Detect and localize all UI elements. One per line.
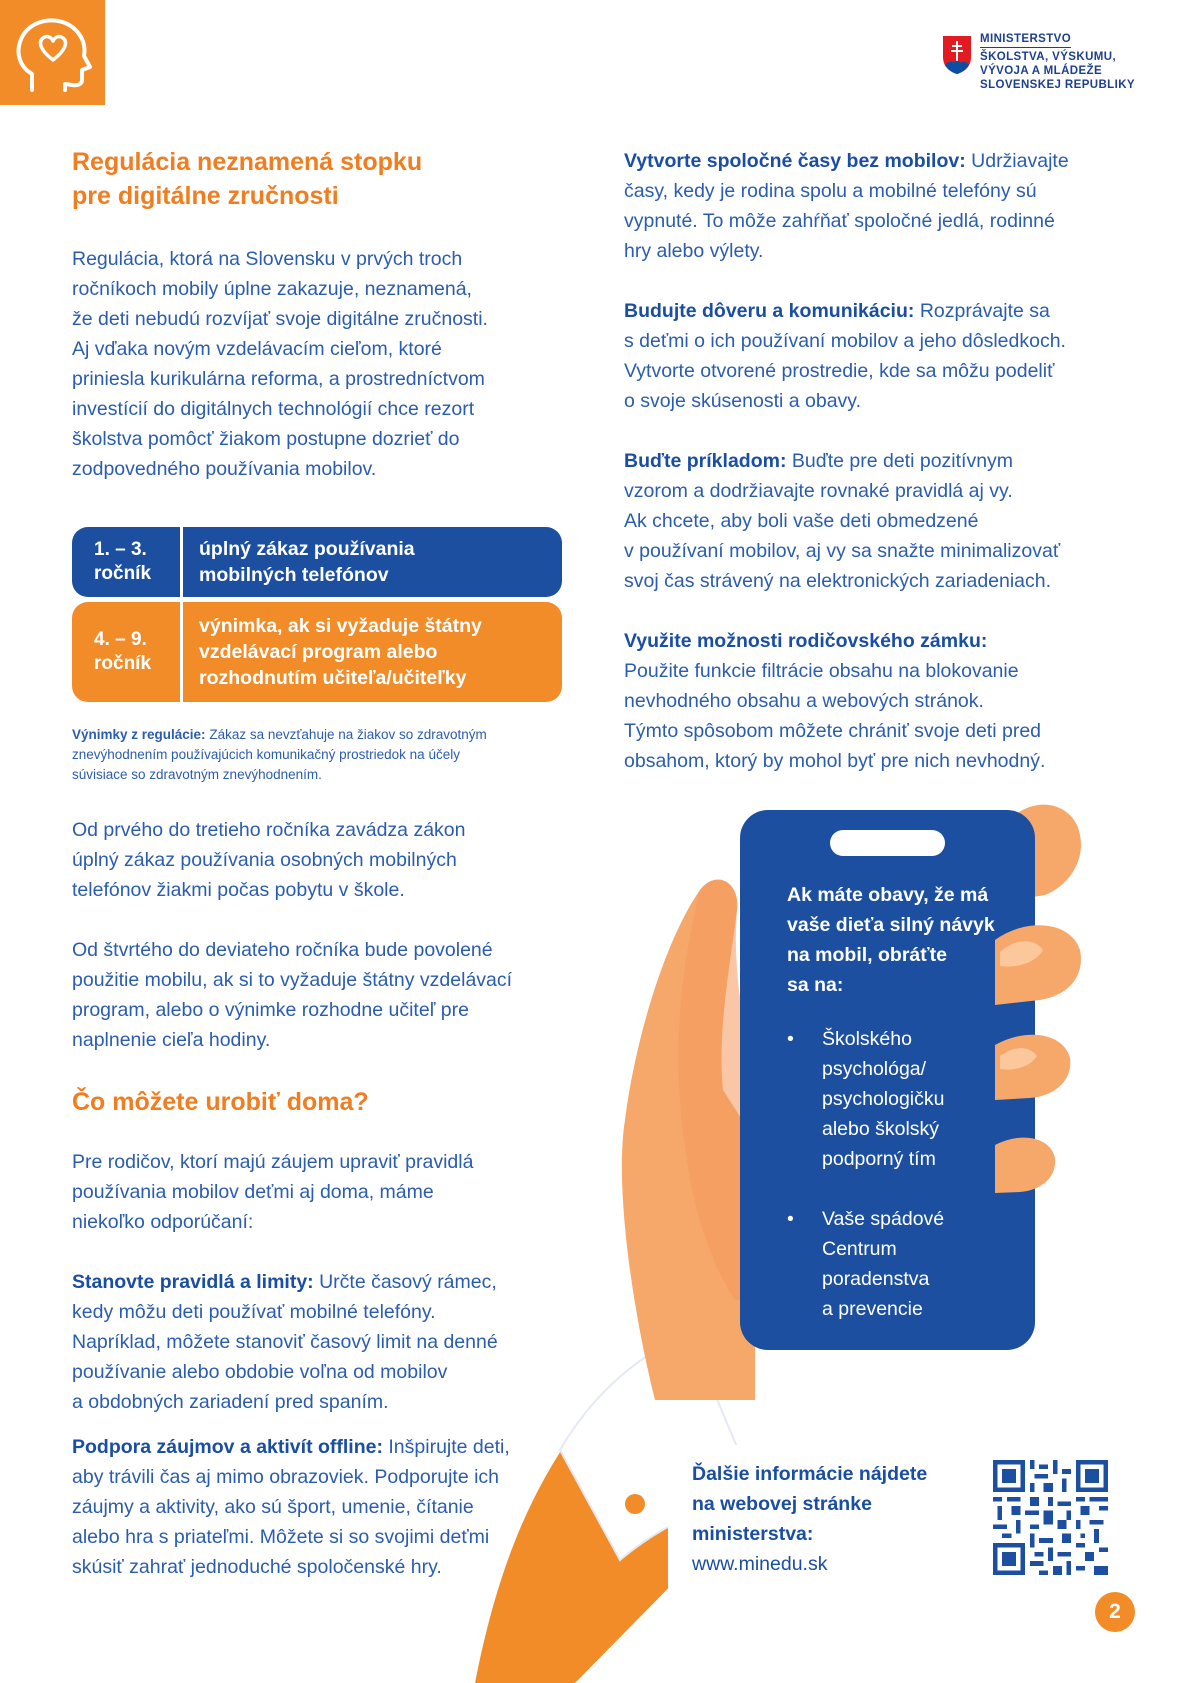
paragraph-grades-1-3: Od prvého do tretieho ročníka zavádza zákon úplný zákaz používania osobných mobilných telefónov žiakmi počas pobytu v škole. — [72, 819, 466, 901]
regulation-row-grades-1-3 — [72, 527, 562, 597]
tip-family-time: Vytvorte spoločné časy bez mobilov: Udržiavajte časy, kedy je rodina spolu a mobilné telefóny sú vypnuté. To môže zahŕňať spoločné jedlá, rodinné hry alebo výlety. — [624, 150, 1069, 262]
tip-offline-activities: Podpora záujmov a aktivít offline: Inšpirujte deti, aby trávili čas aj mimo obrazoviek. Podporujte ich záujmy a aktivity, ako sú šport, umenie, čítanie alebo hra s priateľmi. Môžete si so svojimi deťmi skúsiť zahrať jednoduché spoločenské hry. — [72, 1436, 510, 1578]
phone-intro: Ak máte obavy, že má vaše dieťa silný návyk na mobil, obráťte sa na: — [787, 884, 995, 996]
exceptions-note: Výnimky z regulácie: Zákaz sa nevzťahuje na žiakov so zdravotným znevýhodnením používajúcich komunikačný prostriedok na účely súvisiace so zdravotným znevýhodnením. — [72, 727, 487, 782]
more-info-text: Ďalšie informácie nájdete na webovej stránke ministerstva: www.minedu.sk — [692, 1463, 928, 1575]
ministry-logo — [942, 32, 1162, 102]
paragraph-parents: Pre rodičov, ktorí majú záujem upraviť pravidlá používania mobilov deťmi aj doma, máme niekoľko odporúčaní: — [72, 1151, 474, 1233]
head-heart-logo — [0, 0, 105, 105]
tip-parental-lock: Využite možnosti rodičovského zámku: Použite funkcie filtrácie obsahu na blokovanie nevhodného obsahu a webových stránok. Týmto spôsobom môžete chrániť svoje deti pred obsahom, ktorý by mohol byť pre nich nevhodný. — [624, 630, 1046, 772]
regulation-row-grades-4-9 — [72, 602, 562, 702]
ministry-website-link[interactable]: www.minedu.sk — [692, 1553, 828, 1575]
contact-list — [787, 1024, 1027, 1324]
tip-be-example: Buďte príkladom: Buďte pre deti pozitívnym vzorom a dodržiavajte rovnaké pravidlá aj vy. Ak chcete, aby boli vaše deti obmedzené v používaní mobilov, aj vy sa snažte minimalizovať svoj čas strávený na elektronických zariadeniach. — [624, 450, 1061, 592]
phone-screen-text — [787, 880, 1027, 1354]
list-item: • Vaše spádové Centrum poradenstva a prevencie — [822, 1204, 1027, 1324]
tip-rules-limits: Stanovte pravidlá a limity: Určte časový rámec, kedy môžu deti používať mobilné telefóny. Napríklad, môžete stanoviť časový limit na denné používanie alebo obdobie voľna od mobilov a obdobných zariadení pred spaním. — [72, 1271, 498, 1413]
rule-cell: úplný zákaz používania mobilných telefónov — [199, 538, 415, 586]
cuff-button — [625, 1494, 645, 1514]
grade-cell: 1. – 3. ročník — [94, 539, 152, 584]
ministry-name: MINISTERSTVO ŠKOLSTVA, VÝSKUMU, VÝVOJA A MLÁDEŽE SLOVENSKEJ REPUBLIKY — [980, 33, 1135, 91]
grade-cell: 4. – 9. ročník — [94, 629, 152, 674]
list-item: • Školského psychológa/ psychologičku alebo školský podporný tím — [822, 1024, 1027, 1174]
intro-paragraph: Regulácia, ktorá na Slovensku v prvých troch ročníkoch mobily úplne zakazuje, neznamená, že deti nebudú rozvíjať svoje digitálne zručnosti. Aj vďaka novým vzdelávacím cieľom, ktoré priniesla kurikulárna reforma, a prostredníctvom investícií do digitálnych technológií chce rezort školstva pomôcť žiakom postupne dozrieť do zodpovedného používania mobilov. — [72, 248, 488, 480]
paragraph-grades-4-9: Od štvrtého do deviateho ročníka bude povolené použitie mobilu, ak si to vyžaduje štátny vzdelávací program, alebo o výnimke rozhodne učiteľ pre naplnenie cieľa hodiny. — [72, 939, 513, 1051]
slovak-crest-icon — [942, 35, 972, 75]
head-heart-icon — [10, 12, 95, 97]
phone-notch — [830, 830, 945, 856]
qr-code-icon — [993, 1460, 1108, 1575]
section-heading-regulation: Regulácia neznamená stopku pre digitálne zručnosti — [72, 148, 423, 210]
section-heading-home: Čo môžete urobiť doma? — [72, 1088, 369, 1116]
page-number: 2 — [1095, 1592, 1135, 1632]
tip-trust-communication: Budujte dôveru a komunikáciu: Rozprávajte sa s deťmi o ich používaní mobilov a jeho dôsledkoch. Vytvorte otvorené prostredie, kde sa môžu podeliť o svoje skúsenosti a obavy. — [624, 300, 1066, 412]
rule-cell: výnimka, ak si vyžaduje štátny vzdelávací program alebo rozhodnutím učiteľa/učiteľky — [199, 615, 482, 689]
more-info-box — [668, 1445, 1108, 1590]
